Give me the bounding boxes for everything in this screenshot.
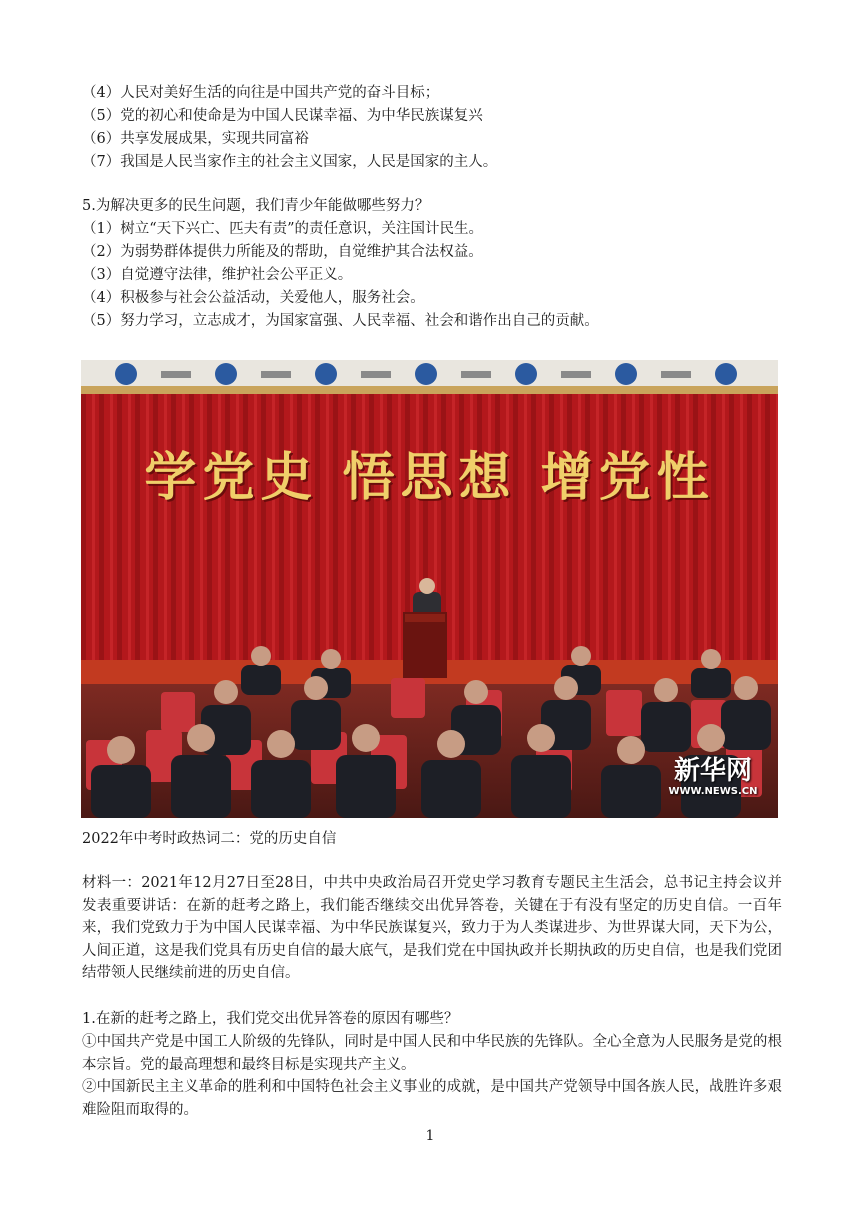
- list-item: （4）积极参与社会公益活动，关爱他人，服务社会。: [82, 290, 425, 306]
- banner-text: 学党史 悟思想 增党性: [144, 447, 715, 508]
- news-photo: [81, 360, 778, 818]
- question-5-title: 5.为解决更多的民生问题，我们青少年能做哪些努力？: [82, 198, 430, 214]
- watermark-url: WWW.NEWS.CN: [668, 786, 758, 797]
- list-item: （2）为弱势群体提供力所能及的帮助，自觉维护其合法权益。: [82, 244, 483, 260]
- page-number: 1: [425, 1128, 435, 1144]
- list-item: （7）我国是人民当家作主的社会主义国家，人民是国家的主人。: [82, 154, 498, 170]
- answer-paragraph: ②中国新民主主义革命的胜利和中国特色社会主义事业的成就，是中国共产党领导中国各族人民，战胜许多艰难险阻而取得的。: [82, 1079, 782, 1118]
- list-item: （5）努力学习，立志成才，为国家富强、人民幸福、社会和谐作出自己的贡献。: [82, 313, 599, 329]
- list-item: （1）树立“天下兴亡、匹夫有责”的责任意识，关注国计民生。: [82, 221, 484, 237]
- watermark-brand: 新华网: [673, 756, 752, 786]
- list-item: （6）共享发展成果，实现共同富裕: [82, 131, 309, 147]
- watermark-logo: [653, 756, 773, 798]
- list-item: （3）自觉遵守法律，维护社会公平正义。: [82, 267, 353, 283]
- material-paragraph: 材料一：2021年12月27日至28日，中共中央政治局召开党史学习教育专题民主生活会，总书记主持会议并发表重要讲话：在新的赶考之路上，我们能否继续交出优异答卷，关键在于有没有坚定的历史自信。一百年来，我们党致力于为中国人民谋幸福、为中华民族谋复兴，致力于为人类谋进步、为世界谋大同，天下为公，人间正道，这是我们党具有历史自信的最大底气，是我们党在中国执政并长期执政的历史自信，也是我们党团结带领人民继续前进的历史自信。: [82, 875, 782, 981]
- list-item: （5）党的初心和使命是为中国人民谋幸福、为中华民族谋复兴: [82, 108, 483, 124]
- photo-caption: 2022年中考时政热词二：党的历史自信: [82, 831, 337, 847]
- question-1-title: 1.在新的赶考之路上，我们党交出优异答卷的原因有哪些？: [82, 1011, 459, 1027]
- list-item: （4）人民对美好生活的向往是中国共产党的奋斗目标；: [82, 85, 440, 101]
- answer-paragraph: ①中国共产党是中国工人阶级的先锋队，同时是中国人民和中华民族的先锋队。全心全意为人民服务是党的根本宗旨。党的最高理想和最终目标是实现共产主义。: [82, 1034, 782, 1073]
